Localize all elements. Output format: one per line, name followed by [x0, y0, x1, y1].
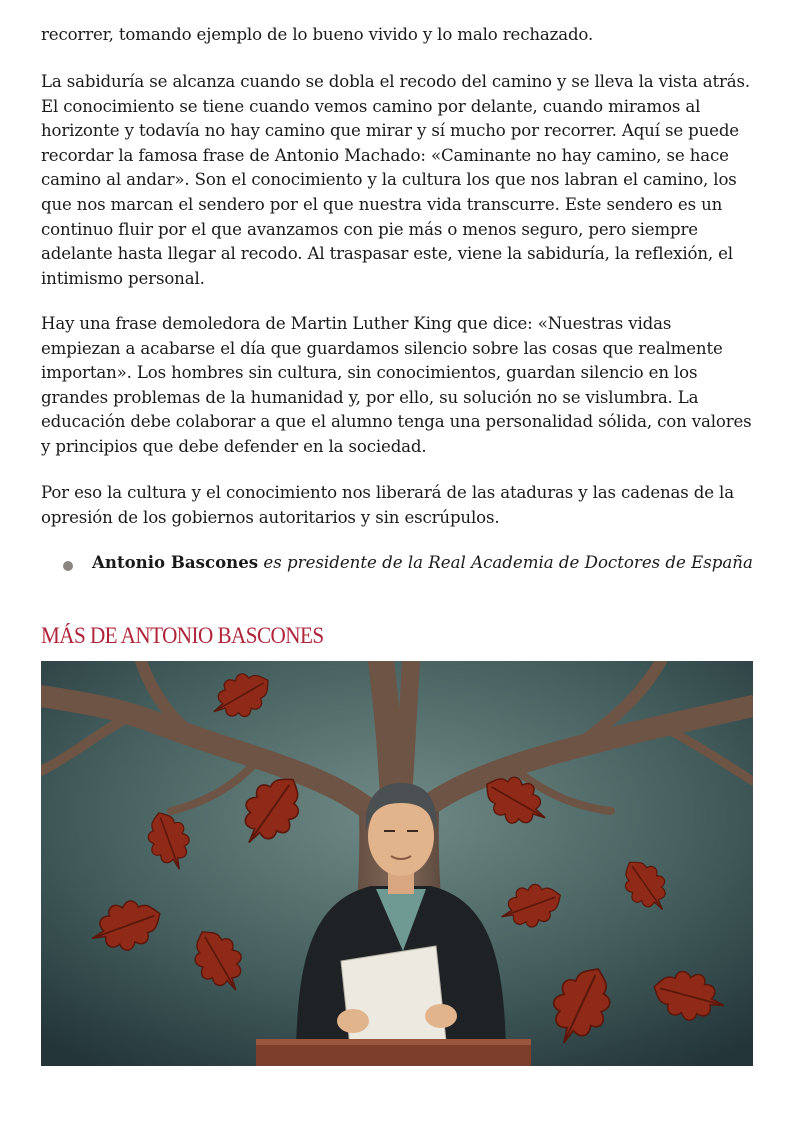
- author-bio: [41, 550, 753, 576]
- article-paragraph: Hay una frase demoledora de Martin Luther King que dice: «Nuestras vidas empiezan a acabarse el día que guardamos silencio sobre las cosas que realmente importan». Los hombres sin cultura, sin conocimientos, guardan silencio en los grandes problemas de la humanidad y, por ello, su solución no se vislumbra. La educación debe colaborar a que el alumno tenga una personalidad sólida, con valores y principios que debe defender en la sociedad.: [41, 314, 752, 456]
- article-paragraph: Por eso la cultura y el conocimiento nos liberará de las ataduras y las cadenas de la opresión de los gobiernos autoritarios y sin escrúpulos.: [41, 483, 734, 527]
- article-illustration[interactable]: [41, 661, 753, 1066]
- bullet-dot-icon: [63, 561, 73, 571]
- article-paragraph: La sabiduría se alcanza cuando se dobla el recodo del camino y se lleva la vista atrás. El conocimiento se tiene cuando vemos camino por delante, cuando miramos al horizonte y todavía no hay camino que mirar y sí mucho por recorrer. Aquí se puede recordar la famosa frase de Antonio Machado: «Caminante no hay camino, se hace camino al andar». Son el conocimiento y la cultura los que nos labran el camino, los que nos marcan el sendero por el que nuestra vida transcurre. Este sendero es un continuo fluir por el que avanzamos con pie más o menos seguro, pero siempre adelante hasta llegar al recodo. Al traspasar este, viene la sabiduría, la reflexión, el intimismo personal.: [41, 72, 751, 288]
- author-role: es presidente de la Real Academia de Doctores de España: [258, 553, 753, 572]
- article-paragraph: recorrer, tomando ejemplo de lo bueno vivido y lo malo rechazado.: [41, 25, 594, 44]
- speaker-under-tree-image: [41, 661, 753, 1066]
- author-name[interactable]: Antonio Bascones: [92, 552, 259, 572]
- author-bio-text: [92, 550, 753, 576]
- more-from-author-heading[interactable]: MÁS DE ANTONIO BASCONES: [41, 623, 324, 648]
